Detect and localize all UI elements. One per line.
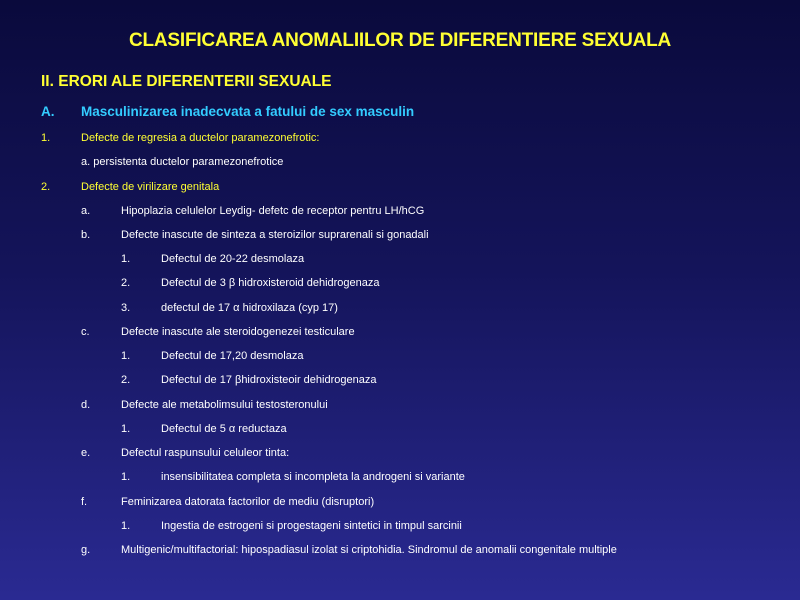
item-number: a. — [81, 205, 91, 217]
item-text: defectul de 17 α hidroxilaza (cyp 17) — [161, 302, 338, 314]
item-text: Defectul de 20-22 desmolaza — [161, 253, 305, 265]
item-text: Defecte inascute ale steroidogenezei testiculare — [121, 326, 355, 338]
item-text: Multigenic/multifactorial: hipospadiasul izolat si criptohidia. Sindromul de anomalii congenitale multiple — [121, 544, 617, 556]
item-text: a. persistenta ductelor paramezonefrotice — [81, 156, 284, 168]
slide-subtitle: II. ERORI ALE DIFERENTERII SEXUALE — [41, 73, 332, 90]
item-text: Defectul de 17,20 desmolaza — [161, 350, 304, 362]
item-text: Defecte de regresia a ductelor paramezonefrotic: — [81, 132, 320, 144]
item-text: Defectul raspunsului celuleor tinta: — [121, 447, 290, 459]
item-number: 1. — [41, 132, 51, 144]
item-text: Defecte de virilizare genitala — [81, 181, 220, 193]
item-number: f. — [81, 496, 88, 508]
item-number: 3. — [121, 302, 131, 314]
item-text: Defecte ale metabolimsului testosteronului — [121, 399, 328, 411]
item-text: Ingestia de estrogeni si progestageni sintetici in timpul sarcinii — [161, 520, 462, 532]
item-number: e. — [81, 447, 91, 459]
item-number: c. — [81, 326, 90, 338]
item-number: 2. — [41, 181, 51, 193]
item-text: Hipoplazia celulelor Leydig- defetc de receptor pentru LH/hCG — [121, 205, 425, 217]
item-number: 1. — [121, 423, 131, 435]
item-text: Defectul de 5 α reductaza — [161, 423, 287, 435]
item-number: 2. — [121, 277, 131, 289]
item-text: Feminizarea datorata factorilor de mediu (disruptori) — [121, 496, 375, 508]
item-text: Defecte inascute de sinteza a steroizilor suprarenali si gonadali — [121, 229, 429, 241]
item-number: 1. — [121, 350, 131, 362]
item-text: Defectul de 17 βhidroxisteoir dehidrogenaza — [161, 374, 377, 386]
item-number: 1. — [121, 471, 131, 483]
item-text: Defectul de 3 β hidroxisteroid dehidrogenaza — [161, 277, 380, 289]
item-number: g. — [81, 544, 91, 556]
item-number: 2. — [121, 374, 131, 386]
item-number: A. — [41, 104, 55, 119]
item-number: 1. — [121, 520, 131, 532]
item-number: d. — [81, 399, 91, 411]
item-text: Masculinizarea inadecvata a fatului de sex masculin — [81, 104, 415, 119]
item-number: b. — [81, 229, 91, 241]
item-text: insensibilitatea completa si incompleta la androgeni si variante — [161, 471, 465, 483]
slide-title: CLASIFICAREA ANOMALIILOR DE DIFERENTIERE SEXUALA — [128, 30, 672, 51]
item-number: 1. — [121, 253, 131, 265]
